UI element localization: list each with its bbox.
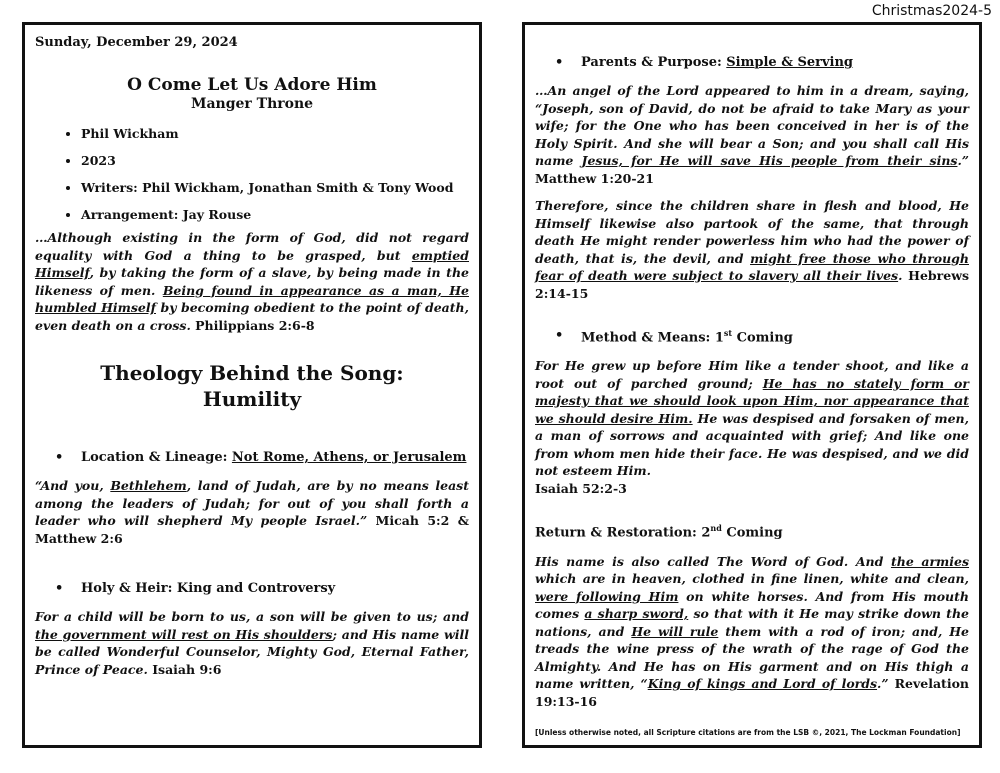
- verse-text: “And you,: [35, 478, 111, 493]
- topic-underlined-label: Not Rome, Athens, or Jerusalem: [231, 450, 467, 465]
- verse-underlined: the armies: [890, 553, 969, 569]
- ordinal-suffix: st: [723, 328, 733, 338]
- topic-label: Return & Restoration: 2: [535, 525, 711, 541]
- verse-text: them with a rod of iron; and, He treads the wine press of the wrath of the rage of God the Almighty. And He has on His garment and on His thigh a name written, “: [535, 623, 970, 692]
- verse-isaiah-9: [35, 608, 469, 678]
- verse-reference: Philippians 2:6-8: [195, 317, 315, 333]
- verse-reference: Matthew 1:20-21: [535, 170, 654, 186]
- verse-underlined: He has no stately form or majesty that we should look upon Him, nor appearance that we should desire Him.: [535, 375, 969, 426]
- heading-line: Theology Behind the Song:: [100, 361, 404, 385]
- verse-text: He was despised and forsaken of men, a man of sorrows and acquainted with grief; And like one from whom men hide their face. He was despised, and we did not esteem Him.: [535, 410, 969, 479]
- verse-underlined: Being found in appearance as a man, He humbled Himself: [35, 282, 469, 315]
- verse-reference: Isaiah 9:6: [152, 661, 222, 677]
- verse-underlined: King of kings and Lord of lords: [647, 676, 878, 692]
- scripture-footnote: [Unless otherwise noted, all Scripture citations are from the LSB ©, 2021, The Lockman Foundation]: [535, 728, 961, 737]
- verse-underlined: Bethlehem: [110, 478, 187, 493]
- song-title: O Come Let Us Adore Him: [127, 75, 377, 95]
- heading-line: Humility: [202, 387, 302, 411]
- song-subtitle: Manger Throne: [190, 96, 314, 112]
- verse-text: , by taking the form of a slave, by being made in the likeness of men.: [35, 265, 469, 298]
- verse-text: by becoming obedient to the point of death, even death on a cross.: [35, 300, 470, 333]
- topic-method-means: [535, 328, 969, 345]
- verse-hebrews: [535, 197, 969, 302]
- verse-text: .”: [957, 153, 969, 168]
- list-item: • Phil Wickham: [81, 126, 469, 142]
- verse-underlined: were following Him: [535, 588, 679, 604]
- verse-text: so that with it He may strike down the nations, and: [535, 606, 969, 639]
- topic-location-lineage: [35, 450, 469, 465]
- section-heading: [35, 360, 469, 412]
- list-item: • Arrangement: Jay Rouse: [81, 207, 469, 223]
- verse-underlined: a sharp sword,: [584, 606, 689, 622]
- service-date: Sunday, December 29, 2024: [35, 35, 238, 50]
- topic-label-end: Coming: [721, 525, 783, 541]
- verse-text: For a child will be born to us, a son will be given to us; and: [35, 609, 469, 624]
- verse-text: , land of Judah, are by no means least among the leaders of Judah; for out of you shall forth a leader who will shepherd My people Israel.”: [35, 478, 469, 528]
- verse-underlined: Jesus, for He will save His people from their sins: [581, 153, 958, 168]
- verse-underlined: He will rule: [631, 623, 719, 639]
- topic-label: Location & Lineage:: [81, 450, 232, 465]
- verse-revelation: [535, 553, 969, 711]
- verse-text: …Although existing in the form of God, did not regard equality with God a thing to be grasped, but: [35, 230, 469, 263]
- verse-reference: Micah 5:2 & Matthew 2:6: [35, 513, 469, 546]
- intro-verse: [35, 229, 469, 334]
- right-page: [522, 22, 982, 748]
- verse-text: For He grew up before Him like a tender shoot, and like a root out of parched ground;: [535, 358, 969, 391]
- verse-micah: [35, 477, 469, 547]
- verse-underlined: might free those who through fear of death were subject to slavery all their lives: [535, 250, 969, 283]
- topic-label-end: Coming: [732, 330, 793, 346]
- topic-label: Method & Means: 1: [581, 330, 724, 346]
- verse-text: Therefore, since the children share in flesh and blood, He Himself likewise also partook of the same, that through death He might render powerless him who had the power of death, that is, the devil, and: [535, 198, 969, 266]
- verse-text: which are in heaven, clothed in fine linen, white and clean,: [535, 571, 969, 587]
- verse-text: .”: [877, 676, 895, 692]
- topic-return-restoration: [535, 523, 969, 540]
- ordinal-suffix: nd: [710, 523, 722, 534]
- page-label: Christmas2024-5: [871, 3, 992, 19]
- verse-text: …An angel of the Lord appeared to him in a dream, saying, “Joseph, son of David, do not be afraid to take Mary as your wife; for the One who has been conceived in her is of the Holy Spirit. And she will bear a Son; and you shall call His name: [535, 83, 969, 168]
- topic-label: Holy & Heir: King and Controversy: [81, 581, 336, 596]
- verse-underlined: emptied Himself: [35, 247, 469, 280]
- verse-text: His name is also called The Word of God. And: [535, 553, 891, 569]
- verse-text: on white horses. And from His mouth comes: [535, 588, 969, 622]
- verse-text: .: [898, 268, 909, 283]
- list-item: • 2023: [81, 153, 469, 169]
- list-item: • Writers: Phil Wickham, Jonathan Smith & Tony Wood: [81, 180, 469, 196]
- topic-holy-heir: [35, 581, 469, 596]
- verse-isaiah-52: [535, 357, 969, 497]
- verse-reference: Revelation 19:13-16: [535, 676, 970, 709]
- verse-underlined: the government will rest on His shoulders: [35, 626, 333, 642]
- topic-parents-purpose: [535, 55, 969, 70]
- song-info-list: [35, 126, 469, 223]
- topic-underlined-label: Simple & Serving: [726, 55, 854, 70]
- verse-matthew: [535, 82, 969, 187]
- verse-reference: Isaiah 52:2-3: [535, 480, 627, 496]
- left-page: [22, 22, 482, 748]
- topic-label: Parents & Purpose:: [581, 55, 727, 70]
- verse-text: ; and His name will be called Wonderful Counselor, Mighty God, Eternal Father, Prince of Peace.: [35, 626, 469, 677]
- verse-reference: Hebrews 2:14-15: [535, 268, 969, 301]
